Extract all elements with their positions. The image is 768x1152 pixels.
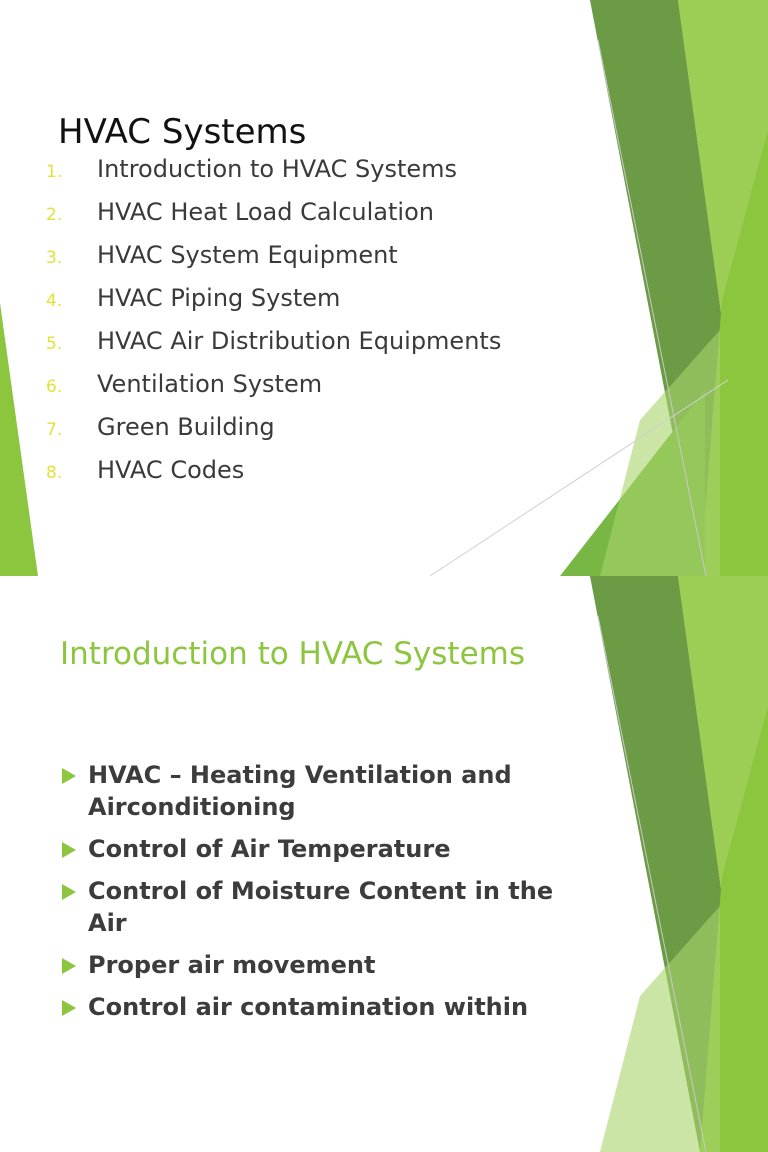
list-item (46, 194, 501, 237)
item-number: 2. (46, 205, 63, 225)
item-text: HVAC Codes (97, 456, 245, 484)
bullet-text: HVAC – Heating Ventilation and Airconditioning (88, 761, 512, 821)
slide-2 (0, 576, 768, 1152)
arrow-bullet-icon (62, 958, 76, 974)
bullet-text: Control air contamination within (88, 993, 529, 1021)
item-number: 6. (46, 377, 63, 397)
item-text: HVAC System Equipment (97, 241, 398, 269)
list-item (46, 452, 501, 495)
list-item (46, 366, 501, 409)
bullet-item (60, 991, 590, 1023)
arrow-bullet-icon (62, 884, 76, 900)
bullet-text: Control of Air Temperature (88, 835, 451, 863)
bullet-text: Control of Moisture Content in the Air (88, 877, 554, 937)
item-number: 4. (46, 291, 63, 311)
bullet-text: Proper air movement (88, 951, 376, 979)
arrow-bullet-icon (62, 842, 76, 858)
slide-title: HVAC Systems (58, 112, 307, 152)
item-text: Green Building (97, 413, 275, 441)
bullet-item (60, 759, 590, 823)
list-item (46, 237, 501, 280)
arrow-bullet-icon (62, 768, 76, 784)
item-text: Introduction to HVAC Systems (97, 155, 457, 183)
bullet-item (60, 875, 590, 939)
list-item (46, 280, 501, 323)
item-text: HVAC Air Distribution Equipments (97, 327, 502, 355)
item-number: 3. (46, 248, 63, 268)
list-item (46, 409, 501, 452)
bullet-item (60, 949, 590, 981)
item-text: Ventilation System (97, 370, 323, 398)
item-text: HVAC Piping System (97, 284, 341, 312)
bullet-item (60, 833, 590, 865)
item-number: 5. (46, 334, 63, 354)
item-number: 7. (46, 420, 63, 440)
topics-list (46, 151, 501, 495)
list-item (46, 151, 501, 194)
item-number: 8. (46, 463, 63, 483)
item-text: HVAC Heat Load Calculation (97, 198, 434, 226)
slide-title: Introduction to HVAC Systems (60, 636, 525, 672)
arrow-bullet-icon (62, 1000, 76, 1016)
item-number: 1. (46, 162, 63, 182)
bullet-list (60, 759, 590, 1033)
list-item (46, 323, 501, 366)
